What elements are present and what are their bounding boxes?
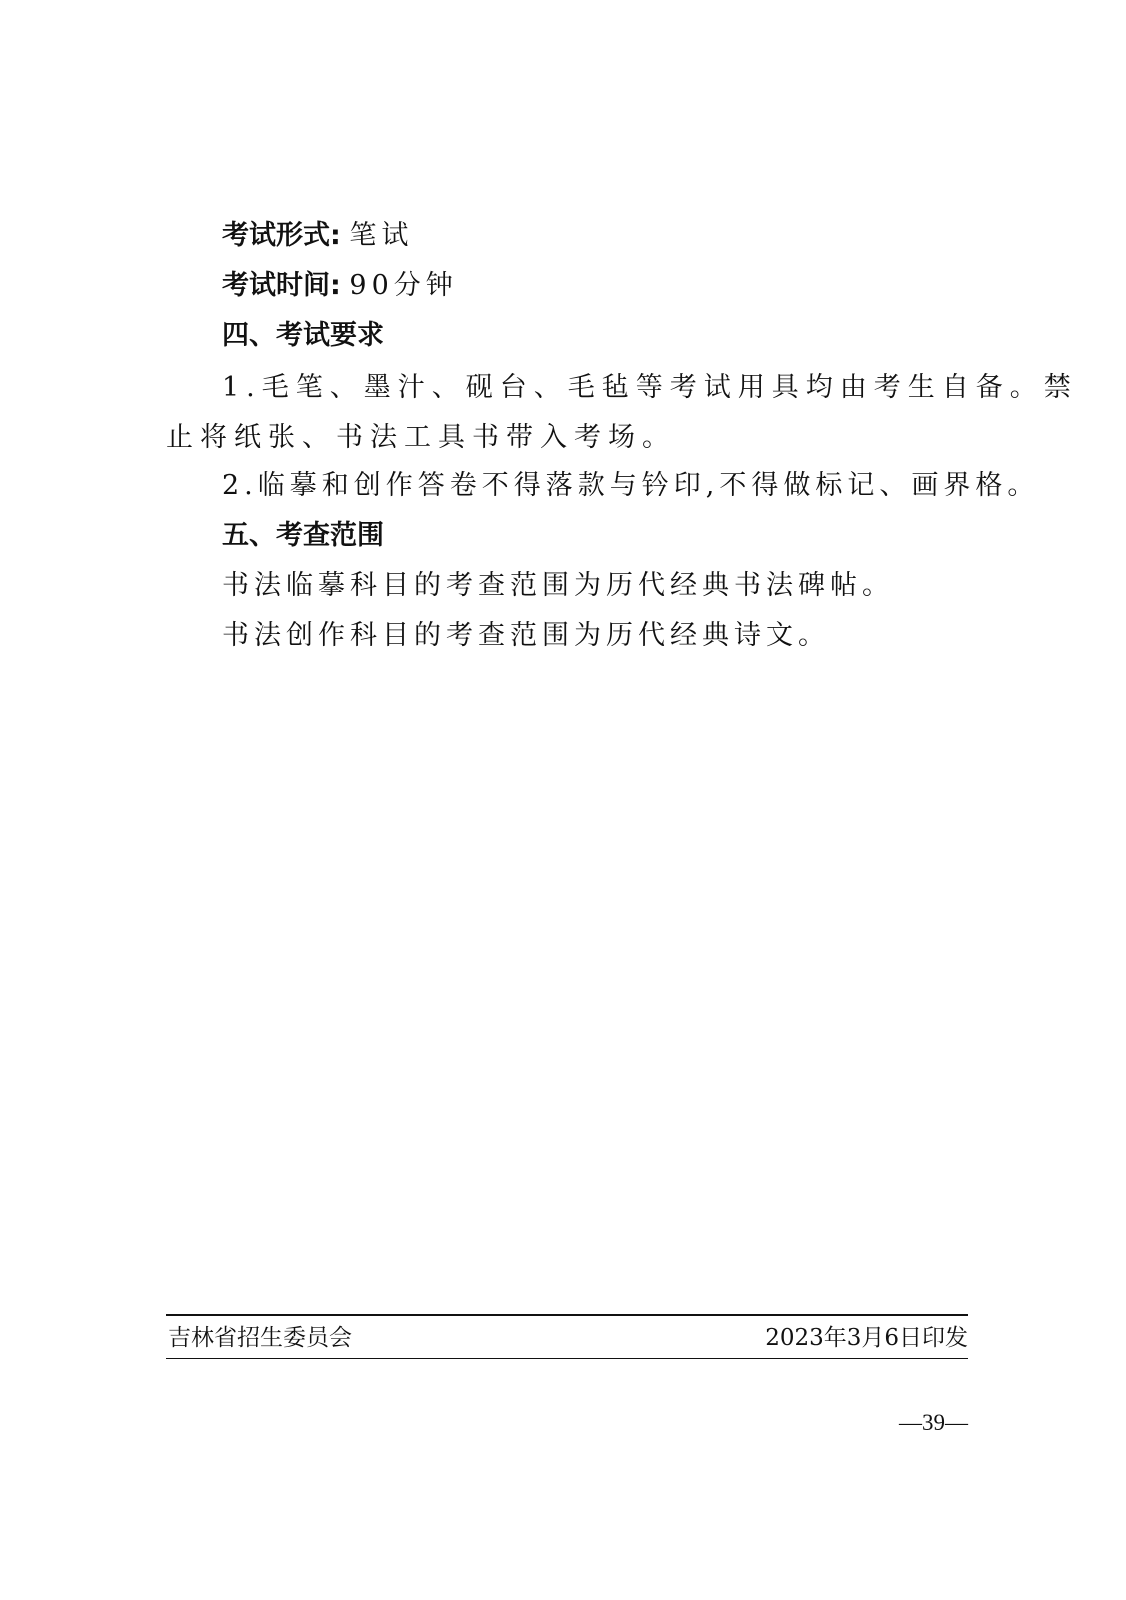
exam-time-value: 90分钟: [349, 270, 458, 301]
page-number: —39—: [899, 1410, 968, 1435]
exam-form-value: 笔试: [349, 220, 414, 251]
scope-calligraphy-copying: 书法临摹科目的考查范围为历代经典书法碑帖。: [222, 570, 894, 601]
footer-issuer: 吉林省招生委员会: [168, 1325, 352, 1351]
section-heading-scope: 五、考查范围: [222, 520, 384, 551]
footer-print-date: 2023年3月6日印发: [765, 1325, 968, 1351]
requirement-1-line-2: 止将纸张、书法工具书带入考场。: [166, 422, 676, 453]
exam-time-label: 考试时间:: [222, 270, 341, 301]
scope-calligraphy-creation: 书法创作科目的考查范围为历代经典诗文。: [222, 620, 830, 651]
section-heading-requirements: 四、考试要求: [222, 320, 384, 351]
exam-form-label: 考试形式:: [222, 220, 341, 251]
exam-form-line: [222, 222, 413, 249]
requirement-2: 2.临摹和创作答卷不得落款与钤印,不得做标记、画界格。: [222, 470, 1040, 501]
exam-time-line: [222, 272, 458, 299]
footer-bottom-rule: [166, 1358, 968, 1359]
footer-top-rule: [166, 1314, 968, 1316]
requirement-1-line-1: 1.毛笔、墨汁、砚台、毛毡等考试用具均由考生自备。禁: [222, 372, 1078, 403]
